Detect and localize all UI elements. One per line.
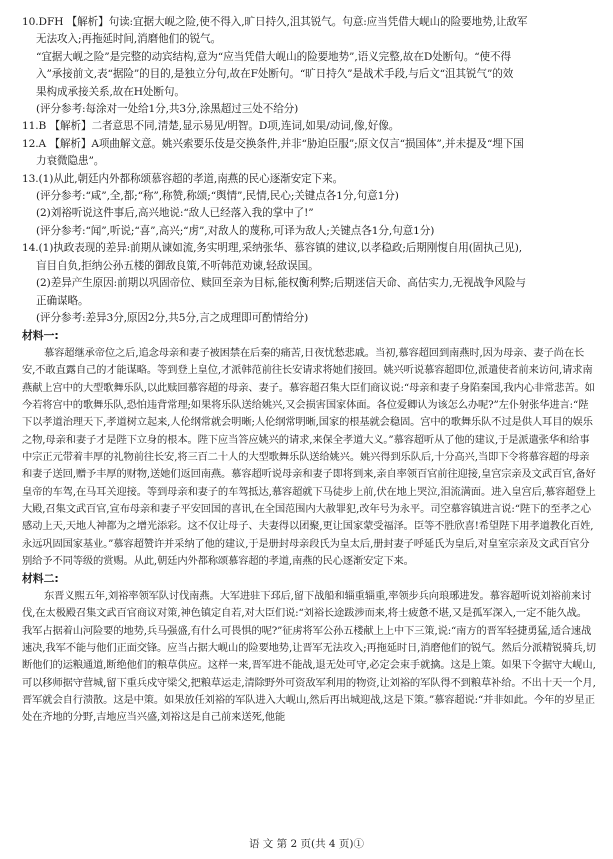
material-1-translation <box>22 345 596 570</box>
q13-score-2: (评分参考:“闻”,听说;“喜”,高兴;“虏”,对敌人的蔑称,可译为敌人;关键点各1分,句意1分) <box>36 224 435 237</box>
material-2-heading: 材料二: <box>22 572 59 586</box>
q13-line-2: (2)刘裕听说这件事后,高兴地说:“敌人已经落入我的掌中了!” <box>36 207 314 220</box>
material-2-paragraph: 东晋义熙五年,刘裕率领军队讨伐南燕。大军进驻下邳后,留下战船和辎重辎重,率领步兵向琅琊进发。慕容超听说刘裕前来讨伐,在太极殿召集文武百官商议对策,神色镇定自若,对大臣们说:“刘裕长途跋涉而来,将士疲惫不堪,又是孤军深入,一定不能久战。我军占据着山河险要的地势,兵马强盛,有什么可畏惧的呢?”征虏将军公孙五楼献上上中下三策,说:“南方的晋军轻捷勇猛,适合速战速决,我军不能与他们正面交锋。应当占据大岘山的险要地势,让晋军无法攻入;再拖延时日,消磨他们的锐气。然后分派精锐骑兵,切断他们的运粮通道,断绝他们的粮草供应。这样一来,晋军进不能战,退无处可守,必定会束手就擒。这是上策。如果下令据守大岘山,可以移师据守营城,留下重兵戍守梁父,把粮草运走,清除野外可资敌军利用的物资,让刘裕的军队得不到粮草补给。不出十天一个月,晋军就会自行溃散。这是中策。如果放任刘裕的军队进入大岘山,然后再出城迎战,这是下策。”慕容超说:“并非如此。今年的岁星正处在齐地的分野,吉地应当兴盛,刘裕这是自己前来送死,他能 <box>22 589 596 724</box>
answer-section <box>22 14 596 327</box>
material-1-heading: 材料一: <box>22 329 59 343</box>
q10-line-4: 入”承接前文,表“据险”的目的,是独立分句,故在F处断句。“旷日持久”是战术手段,与后文“沮其锐气”的效 <box>36 68 514 81</box>
q12-line-1: 12.A 【解析】A项曲解文意。姚兴索要乐伎是交换条件,并非“胁迫臣服”;原文仅言“损国体”,并未提及“埋下国 <box>22 137 524 150</box>
q11-answer: 11.B 【解析】二者意思不同,清楚,显示易见/明智。D项,连词,如果/动词,像,好像。 <box>22 120 400 133</box>
q14-line-3: (2)差异产生原因:前期以巩固帝位、赎回至亲为目标,能权衡利弊;后期迷信天命、高估实力,无视战争风险与 <box>36 277 526 290</box>
answer-page <box>22 14 596 727</box>
material-2-translation <box>22 588 596 727</box>
q10-score: (评分参考:每涂对一处给1分,共3分,涂黑超过三处不给分) <box>36 103 299 116</box>
q10-line-3: “宜据大岘之险”是完整的动宾结构,意为“应当凭借大岘山的险要地势”,语义完整,故在D处断句。“使不得 <box>36 50 512 63</box>
q14-line-4: 正确谋略。 <box>36 294 89 307</box>
q10-line-1: 10.DFH 【解析】句读:宜据大岘之险,使不得入,旷日持久,沮其锐气。句意:应当凭借大岘山的险要地势,让敌军 <box>22 16 528 28</box>
q14-line-1: 14.(1)执政表现的差异:前期从谏如流,务实明理,采纳张华、慕容镇的建议,以孝稳政;后期刚愎自用(固执己见), <box>22 242 523 255</box>
q10-line-2: 无法攻入;再拖延时间,消磨他们的锐气。 <box>36 33 222 46</box>
q14-score: (评分参考:差异3分,原因2分,共5分,言之成理即可酌情给分) <box>36 311 309 324</box>
page-footer: 语 文 第 2 页(共 4 页)① <box>248 838 365 850</box>
q10-line-5: 果构成承接关系,故在H处断句。 <box>36 85 185 98</box>
q14-line-2: 盲目自负,拒纳公孙五楼的御敌良策,不听韩范劝谏,轻敌误国。 <box>36 259 319 272</box>
q12-line-2: 力衰微隐患”。 <box>36 155 105 168</box>
q13-line-1: 13.(1)从此,朝廷内外都称颂慕容超的孝道,南燕的民心逐渐安定下来。 <box>22 172 344 185</box>
q13-score-1: (评分参考:“咸”,全,都;“称”,称赞,称颂;“舆情”,民情,民心;关键点各1分,句意1分) <box>36 190 399 203</box>
material-1-paragraph: 慕容超继承帝位之后,追念母亲和妻子被困禁在后秦的痛苦,日夜忧愁悲戚。当初,慕容超回到南燕时,因为母亲、妻子尚在长安,不敢直露自己的才能谋略。等到登上皇位,才派韩范前往长安请求将她们接回。姚兴听说慕容超即位,派遣使者前来访问,请求南燕献上宫中的大型歌舞乐队,以此赎回慕容超的母亲、妻子。慕容超召集大臣们商议说:“母亲和妻子身陷秦国,我内心非常悲苦。如今若将宫中的歌舞乐队,恐怕违背常理;如果将乐队送给姚兴,又会损害国家体面。各位爱卿认为该怎么办呢?”左仆射张华进言:“陛下以孝道治理天下,孝道树立起来,人伦纲常就会明晰;人伦纲常明晰,国家的根基就会稳固。宫中的歌舞乐队不过是供人耳目的娱乐之物,母亲和妻子才是陛下立身的根本。陛下应当答应姚兴的请求,来保全孝道大义。”慕容超听从了他的建议,于是派遣张华和给事中宗正元带着丰厚的礼物前往长安,将三百二十人的大型歌舞乐队送给姚兴。姚兴得到乐队后,十分高兴,当即下令将慕容超的母亲和妻子送回,赠予丰厚的财物,送她们返回南燕。慕容超听说母亲和妻子即将到来,亲自率领百官前往迎接,皇宫宗亲及文武百官,备好皇帝的车驾,在马耳关迎接。等到母亲和妻子的车驾抵达,慕容超就下马徒步上前,伏在地上哭泣,泪流满面。进入皇宫后,慕容超登上大殿,召集文武百官,宣布母亲和妻子平安回国的喜讯,在全国范围内大赦罪犯,改年号为永平。司空慕容镇进言说:“陛下的至孝之心感动上天,天地人神都为之增光添彩。这不仅让母子、夫妻得以团聚,更让国家蒙受福泽。臣等不胜欣喜!希望陛下用孝道教化百姓,永远巩固国家基业。”慕容超赞许并采纳了他的建议,于是册封母亲段氏为皇太后,册封妻子呼延氏为皇后,对皇室宗亲及文武百官分别给予不同等级的赏赐。从此,朝廷内外都称颂慕容超的孝道,南燕的民心逐渐安定下来。 <box>22 346 596 568</box>
